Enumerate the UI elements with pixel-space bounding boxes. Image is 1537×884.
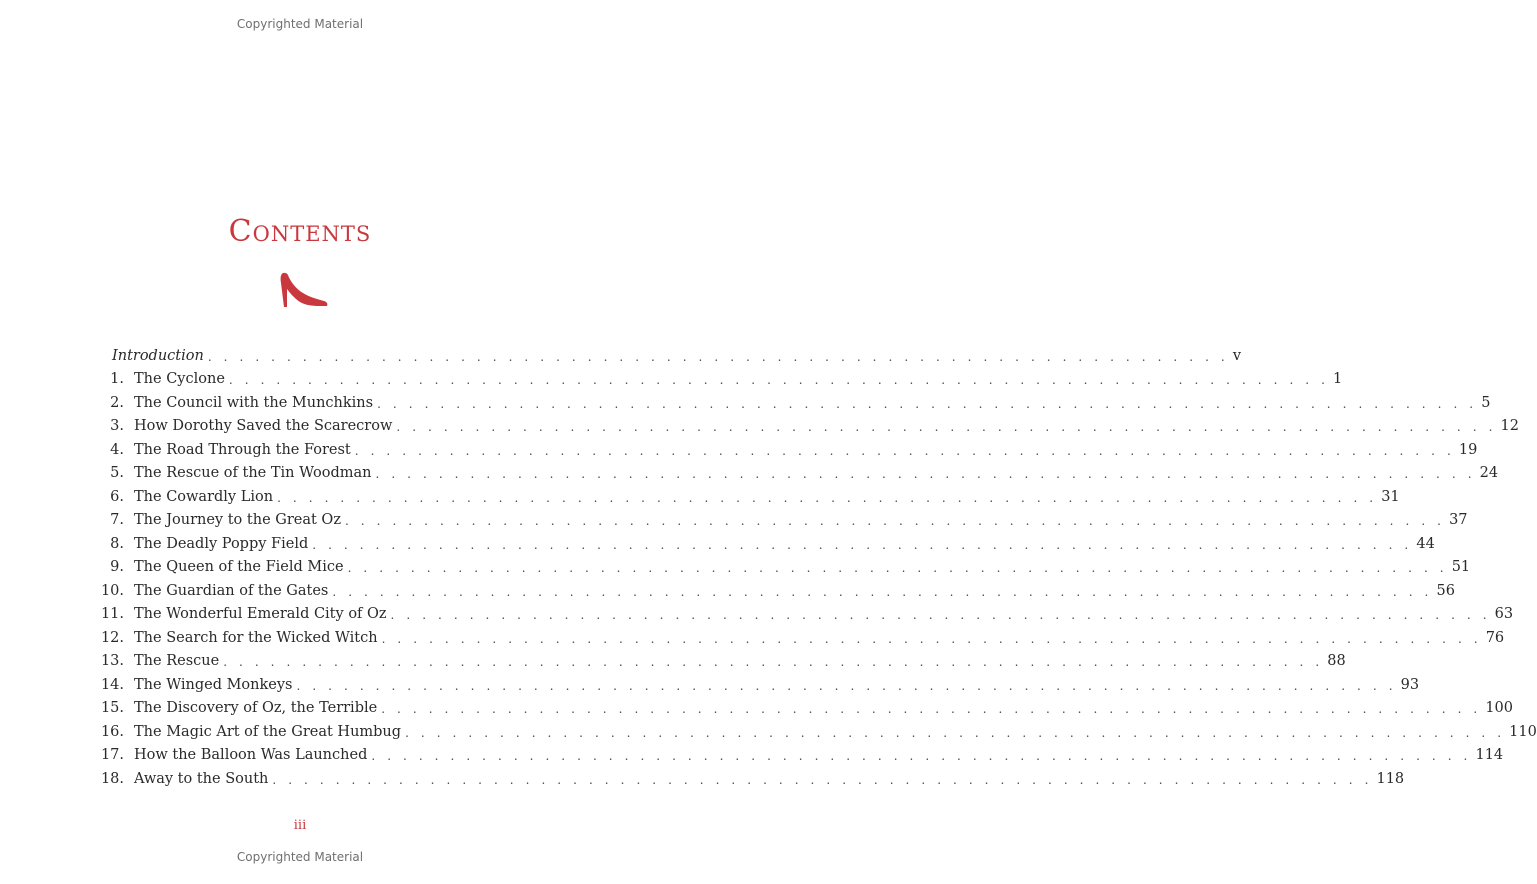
chapter-number: 5. [110,465,124,482]
toc-row-chapter[interactable] [98,673,1420,697]
chapter-number: 8. [110,535,124,552]
chapter-number: 14. [100,676,124,693]
chapter-number: 2. [110,394,124,411]
page-folio: iii [293,818,307,833]
chapter-title: How Dorothy Saved the Scarecrow [134,418,393,435]
chapter-title: The Council with the Munchkins [134,394,374,411]
chapter-page-number: 44 [1416,535,1435,552]
chapter-number: 10. [100,582,124,599]
toc-row-chapter[interactable] [98,626,1505,650]
chapter-page-number: 51 [1451,559,1471,576]
toc-row-chapter[interactable] [98,438,1478,462]
chapter-page-number: 19 [1458,441,1478,458]
toc-row-chapter[interactable] [98,603,1514,627]
copyright-watermark-bottom: Copyrighted Material [236,850,364,864]
chapter-page-number: 100 [1485,700,1513,717]
dot-leader: . . . . . . . . . . . . . . . . . . . . . . . . . . . . . . . . . . . . . . . . . . . . . . . . . . . . . . . . . . . . . . . . . . . . . . [354,443,1455,458]
chapter-page-number: 118 [1376,770,1405,787]
table-of-contents [98,344,1537,791]
chapter-number: 6. [110,488,124,505]
chapter-title: The Journey to the Great Oz [134,512,341,529]
chapter-title: The Discovery of Oz, the Terrible [134,700,378,717]
dot-leader: . . . . . . . . . . . . . . . . . . . . . . . . . . . . . . . . . . . . . . . . . . . . . . . . . . . . . . . . . . . . . . . . . . . . . . [347,561,1448,576]
toc-row-chapter[interactable] [98,391,1491,415]
toc-row-introduction[interactable] [98,344,1242,368]
chapter-title: The Queen of the Field Mice [134,559,344,576]
chapter-number: 1. [110,371,124,388]
dot-leader: . . . . . . . . . . . . . . . . . . . . . . . . . . . . . . . . . . . . . . . . . . . . . . . . . . . . . . . . . . . . . . . . . . . . . . [277,490,1378,505]
toc-row-chapter[interactable] [98,720,1537,744]
chapter-page-number: 110 [1509,723,1537,740]
chapter-title: Away to the South [134,770,269,787]
toc-row-chapter[interactable] [98,462,1499,486]
dot-leader: . . . . . . . . . . . . . . . . . . . . . . . . . . . . . . . . . . . . . . . . . . . . . . . . . . . . . . . . . . . . . . . . . . . . . . [381,702,1482,717]
chapter-title: The Deadly Poppy Field [134,535,309,552]
chapter-title: The Cyclone [134,371,225,388]
chapter-number: 9. [110,559,124,576]
chapter-title: The Wonderful Emerald City of Oz [134,606,387,623]
chapter-title: The Winged Monkeys [134,676,293,693]
dot-leader: . . . . . . . . . . . . . . . . . . . . . . . . . . . . . . . . . . . . . . . . . . . . . . . . . . . . . . . . . . . . . . . . . . . . . . [332,584,1433,599]
chapter-number: 18. [100,770,124,787]
chapter-number: 12. [100,629,124,646]
dot-leader: . . . . . . . . . . . . . . . . . . . . . . . . . . . . . . . . . . . . . . . . . . . . . . . . . . . . . . . . . . . . . . . . . . . . . . [390,608,1491,623]
chapter-page-number: 63 [1494,606,1514,623]
dot-leader: . . . . . . . . . . . . . . . . . . . . . . . . . . . . . . . . . . . . . . . . . . . . . . . . . . . . . . . . . . . . . . . . . . . . . . [371,749,1472,764]
dot-leader: . . . . . . . . . . . . . . . . . . . . . . . . . . . . . . . . . . . . . . . . . . . . . . . . . . . . . . . . . . . . . . . . . . . . . . [272,772,1373,787]
chapter-number: 15. [100,700,124,717]
chapter-number: 3. [110,418,124,435]
dot-leader: . . . . . . . . . . . . . . . . . . . . . . . . . . . . . . . . . . . . . . . . . . . . . . . . . . . . . . . . . . . . . . . . . . . . . . [405,725,1506,740]
dot-leader: . . . . . . . . . . . . . . . . . . . . . . . . . . . . . . . . . . . . . . . . . . . . . . . . . . . . . . . . . . . . . . . . . . . . . . [377,396,1478,411]
chapter-page-number: 56 [1436,582,1455,599]
dot-leader: . . . . . . . . . . . . . . . . . . . . . . . . . . . . . . . . . . . . . . . . . . . . . . . . . . . . . . . . . . . . . . . . . . . . . . [228,373,1330,388]
toc-row-chapter[interactable] [98,509,1468,533]
toc-row-chapter[interactable] [98,485,1400,509]
toc-row-chapter[interactable] [98,579,1455,603]
toc-row-chapter[interactable] [98,532,1435,556]
toc-row-chapter[interactable] [98,767,1405,791]
chapter-title: The Rescue of the Tin Woodman [134,465,372,482]
chapter-page-number: 5 [1481,394,1491,411]
toc-row-chapter[interactable] [98,744,1504,768]
toc-row-chapter[interactable] [98,697,1513,721]
chapter-title: The Magic Art of the Great Humbug [134,723,402,740]
dot-leader: . . . . . . . . . . . . . . . . . . . . . . . . . . . . . . . . . . . . . . . . . . . . . . . . . . . . . . . . . . . . . . . . . . . . . . [375,467,1476,482]
chapter-page-number: 1 [1333,371,1343,388]
chapter-title: How the Balloon Was Launched [134,747,368,764]
chapter-page-number: 93 [1400,676,1420,693]
chapter-number: 16. [100,723,124,740]
toc-intro-title: Introduction [112,347,204,364]
chapter-page-number: 76 [1485,629,1505,646]
toc-row-chapter[interactable] [98,415,1519,439]
chapter-number: 7. [110,512,124,529]
chapter-number: 11. [100,606,124,623]
toc-intro-page: v [1232,347,1242,364]
chapter-title: The Rescue [134,653,220,670]
toc-row-chapter[interactable] [98,650,1346,674]
dot-leader: . . . . . . . . . . . . . . . . . . . . . . . . . . . . . . . . . . . . . . . . . . . . . . . . . . . . . . . . . . . . . . . . . . . . . . [344,514,1446,529]
dot-leader: . . . . . . . . . . . . . . . . . . . . . . . . . . . . . . . . . . . . . . . . . . . . . . . . . . . . . . . . . . . . . . . . . . . . . . [296,678,1397,693]
chapter-title: The Cowardly Lion [134,488,274,505]
chapter-title: The Road Through the Forest [134,441,351,458]
chapter-page-number: 24 [1479,465,1499,482]
toc-row-chapter[interactable] [98,368,1343,392]
chapter-page-number: 114 [1475,747,1504,764]
chapter-page-number: 31 [1381,488,1400,505]
dot-leader: . . . . . . . . . . . . . . . . . . . . . . . . . . . . . . . . . . . . . . . . . . . . . . . . . . . . . . . . . . . . . . . . . . . . . . [381,631,1482,646]
dot-leader: . . . . . . . . . . . . . . . . . . . . . . . . . . . . . . . . . . . . . . . . . . . . . . . . . . . . . . . . . . . . . . . . . [207,349,1229,364]
chapter-page-number: 88 [1327,653,1346,670]
chapter-title: The Search for the Wicked Witch [134,629,378,646]
copyright-watermark-top: Copyrighted Material [236,17,364,31]
dot-leader: . . . . . . . . . . . . . . . . . . . . . . . . . . . . . . . . . . . . . . . . . . . . . . . . . . . . . . . . . . . . . . . . . . . . . . [223,655,1324,670]
dot-leader: . . . . . . . . . . . . . . . . . . . . . . . . . . . . . . . . . . . . . . . . . . . . . . . . . . . . . . . . . . . . . . . . . . . . . . [396,420,1497,435]
red-shoe-icon [279,271,329,309]
chapter-page-number: 12 [1500,418,1519,435]
chapter-page-number: 37 [1449,512,1468,529]
dot-leader: . . . . . . . . . . . . . . . . . . . . . . . . . . . . . . . . . . . . . . . . . . . . . . . . . . . . . . . . . . . . . . . . . . . . . . [312,537,1413,552]
chapter-number: 17. [100,747,124,764]
contents-heading: Contents [228,214,372,249]
chapter-number: 13. [100,653,124,670]
toc-row-chapter[interactable] [98,556,1471,580]
chapter-title: The Guardian of the Gates [134,582,329,599]
chapter-number: 4. [110,441,124,458]
